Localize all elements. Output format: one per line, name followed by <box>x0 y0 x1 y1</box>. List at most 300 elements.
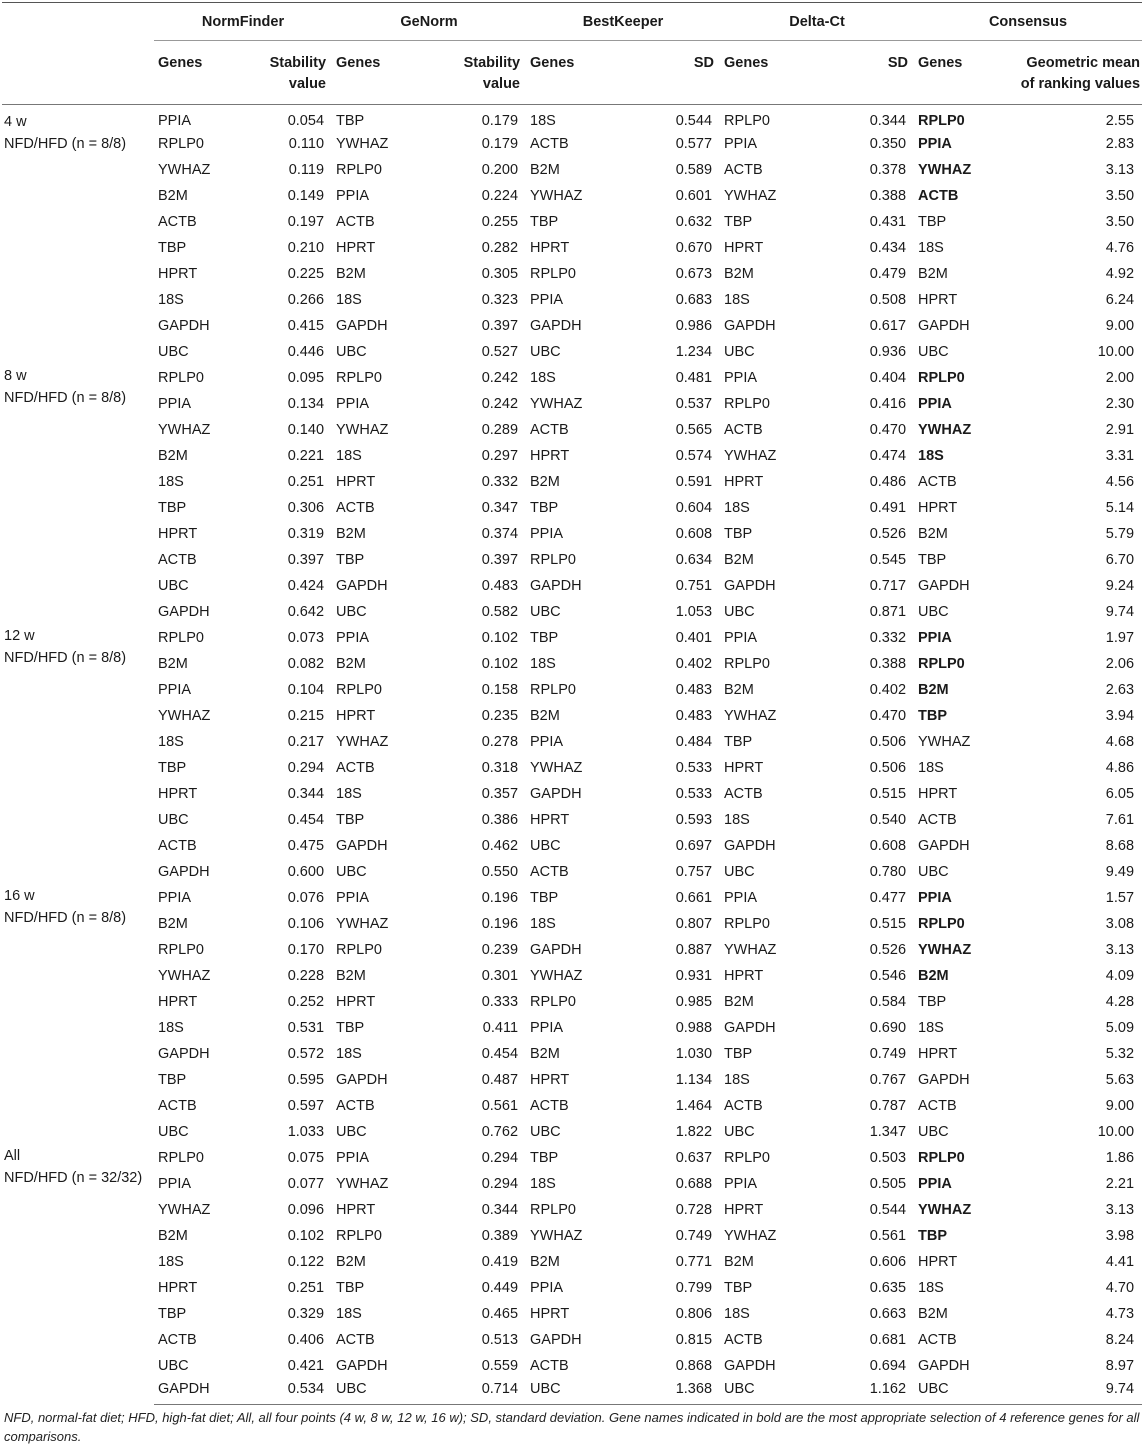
value-cell: 0.767 <box>869 1071 907 1088</box>
value-cell: 0.225 <box>287 265 325 282</box>
gene-cell: HPRT <box>724 473 764 490</box>
gene-cell: UBC <box>918 863 949 880</box>
gene-cell: RPLP0 <box>158 941 204 958</box>
table-row <box>2 911 1142 937</box>
gene-cell: GAPDH <box>918 837 970 854</box>
gene-cell: 18S <box>724 1305 750 1322</box>
value-cell: 4.76 <box>1105 239 1135 256</box>
gene-cell: PPIA <box>158 112 192 129</box>
value-cell: 0.534 <box>238 1379 332 1405</box>
gene-cell: UBC <box>158 343 189 360</box>
gene-cell: 18S <box>336 1305 362 1322</box>
gene-cell: PPIA <box>724 629 758 646</box>
value-cell: 0.561 <box>869 1227 907 1244</box>
table-row <box>2 755 1142 781</box>
table-row <box>2 573 1142 599</box>
gene-cell: B2M <box>158 655 188 672</box>
gene-cell: UBC <box>526 1379 630 1405</box>
table-row <box>2 1119 1142 1145</box>
value-cell: 0.102 <box>481 629 519 646</box>
value-cell: 4.70 <box>1105 1279 1135 1296</box>
gene-cell: GAPDH <box>530 577 582 594</box>
gene-cell: UBC <box>724 1123 755 1140</box>
value-cell: 2.83 <box>1105 135 1135 152</box>
table-row <box>2 417 1142 443</box>
table-row <box>2 469 1142 495</box>
gene-cell: 18S <box>530 1175 556 1192</box>
gene-cell: YWHAZ <box>336 915 389 932</box>
value-cell: 0.449 <box>481 1279 519 1296</box>
gene-cell: B2M <box>158 187 188 204</box>
gene-cell: RPLP0 <box>336 681 382 698</box>
table-row <box>2 1145 1142 1171</box>
table-row <box>2 703 1142 729</box>
value-cell: 0.688 <box>675 1175 713 1192</box>
gene-cell: UBC <box>918 1123 949 1140</box>
value-cell: 2.30 <box>1105 395 1135 412</box>
table-row <box>2 105 1142 131</box>
gene-cell: GAPDH <box>336 577 388 594</box>
value-cell: 0.483 <box>675 681 713 698</box>
value-cell: 0.347 <box>481 499 519 516</box>
gene-cell: YWHAZ <box>336 1175 389 1192</box>
table-row <box>2 937 1142 963</box>
gene-cell: TBP <box>336 1279 365 1296</box>
value-cell: 0.149 <box>287 187 325 204</box>
table-row <box>2 1015 1142 1041</box>
value-cell: 0.140 <box>287 421 325 438</box>
header-row-methods <box>2 3 1142 41</box>
value-cell: 1.464 <box>675 1097 713 1114</box>
gene-cell: ACTB <box>158 1097 197 1114</box>
value-cell: 0.591 <box>675 473 713 490</box>
value-cell: 0.224 <box>481 187 519 204</box>
gene-cell: GAPDH <box>724 577 776 594</box>
table-row <box>2 235 1142 261</box>
value-cell: 0.617 <box>869 317 907 334</box>
value-cell: 0.728 <box>675 1201 713 1218</box>
gene-cell: B2M <box>158 447 188 464</box>
value-cell: 0.673 <box>675 265 713 282</box>
col-header-value: Stability value <box>238 41 332 105</box>
gene-cell: ACTB <box>530 1357 569 1374</box>
value-cell: 9.00 <box>1105 317 1135 334</box>
value-cell: 0.242 <box>481 395 519 412</box>
gene-cell: B2M <box>336 967 366 984</box>
table-row <box>2 1275 1142 1301</box>
group-label <box>2 625 154 885</box>
gene-cell: TBP <box>530 889 559 906</box>
value-cell: 0.561 <box>481 1097 519 1114</box>
value-cell: 0.475 <box>287 837 325 854</box>
gene-cell: B2M <box>918 681 949 698</box>
value-cell: 0.102 <box>287 1227 325 1244</box>
value-cell: 0.255 <box>481 213 519 230</box>
value-cell: 0.333 <box>481 993 519 1010</box>
value-cell: 0.762 <box>481 1123 519 1140</box>
value-cell: 0.305 <box>481 265 519 282</box>
gene-cell: TBP <box>918 993 947 1010</box>
value-cell: 0.329 <box>287 1305 325 1322</box>
gene-cell: HPRT <box>336 707 376 724</box>
value-cell: 0.470 <box>869 421 907 438</box>
value-cell: 0.297 <box>481 447 519 464</box>
gene-cell: B2M <box>336 525 366 542</box>
gene-cell: 18S <box>918 239 944 256</box>
value-cell: 0.470 <box>869 707 907 724</box>
value-cell: 0.266 <box>287 291 325 308</box>
gene-cell: YWHAZ <box>336 733 389 750</box>
value-cell: 0.179 <box>481 135 519 152</box>
gene-cell: UBC <box>530 343 561 360</box>
gene-cell: UBC <box>530 837 561 854</box>
group-label-time: 8 w <box>4 367 27 384</box>
value-cell: 0.404 <box>869 369 907 386</box>
gene-cell: TBP <box>336 1019 365 1036</box>
value-cell: 1.57 <box>1105 889 1135 906</box>
gene-cell: RPLP0 <box>530 681 576 698</box>
reference-gene-stability-table <box>2 2 1142 1405</box>
value-cell: 0.608 <box>675 525 713 542</box>
value-cell: 0.634 <box>675 551 713 568</box>
gene-cell: PPIA <box>158 1175 192 1192</box>
value-cell: 0.228 <box>287 967 325 984</box>
value-cell: 0.690 <box>869 1019 907 1036</box>
gene-cell: UBC <box>724 343 755 360</box>
value-cell: 0.608 <box>869 837 907 854</box>
gene-cell: UBC <box>914 1379 1014 1405</box>
col-header-genes: Genes <box>154 41 238 105</box>
group-label-time: 16 w <box>4 887 35 904</box>
table-row <box>2 1301 1142 1327</box>
value-cell: 0.683 <box>675 291 713 308</box>
value-cell: 0.197 <box>287 213 325 230</box>
value-cell: 0.106 <box>287 915 325 932</box>
gene-cell: 18S <box>724 291 750 308</box>
value-cell: 3.13 <box>1105 1201 1135 1218</box>
gene-cell: GAPDH <box>158 603 210 620</box>
value-cell: 0.102 <box>481 655 519 672</box>
value-cell: 0.807 <box>675 915 713 932</box>
gene-cell: GAPDH <box>154 1379 238 1405</box>
value-cell: 4.73 <box>1105 1305 1135 1322</box>
gene-cell: HPRT <box>918 785 958 802</box>
value-cell: 0.694 <box>869 1357 907 1374</box>
value-cell: 0.073 <box>287 629 325 646</box>
gene-cell: PPIA <box>724 889 758 906</box>
table-row <box>2 781 1142 807</box>
col-header-value: SD <box>824 41 914 105</box>
value-cell: 0.780 <box>869 863 907 880</box>
value-cell: 0.868 <box>675 1357 713 1374</box>
value-cell: 0.411 <box>482 1019 519 1036</box>
gene-cell: HPRT <box>158 993 198 1010</box>
gene-cell: UBC <box>724 863 755 880</box>
table-row <box>2 547 1142 573</box>
value-cell: 3.50 <box>1105 213 1135 230</box>
group-label <box>2 1145 154 1405</box>
value-cell: 0.544 <box>675 112 713 129</box>
gene-cell: YWHAZ <box>530 967 583 984</box>
value-cell: 0.289 <box>481 421 519 438</box>
value-cell: 0.221 <box>287 447 325 464</box>
gene-cell: 18S <box>530 915 556 932</box>
value-cell: 0.601 <box>675 187 713 204</box>
gene-cell: 18S <box>724 499 750 516</box>
gene-cell: PPIA <box>336 629 370 646</box>
gene-cell: PPIA <box>918 629 952 646</box>
value-cell: 0.637 <box>675 1149 713 1166</box>
gene-cell: ACTB <box>336 759 375 776</box>
group-label-time: 12 w <box>4 627 35 644</box>
gene-cell: GAPDH <box>158 1045 210 1062</box>
gene-cell: ACTB <box>724 161 763 178</box>
col-header-value: SD <box>630 41 720 105</box>
gene-cell: TBP <box>158 499 187 516</box>
value-cell: 0.388 <box>869 655 907 672</box>
value-cell: 2.91 <box>1105 421 1135 438</box>
value-cell: 0.540 <box>869 811 907 828</box>
value-cell: 9.74 <box>1014 1379 1142 1405</box>
table-row <box>2 495 1142 521</box>
value-cell: 0.936 <box>869 343 907 360</box>
value-cell: 10.00 <box>1097 1123 1135 1140</box>
value-cell: 0.110 <box>288 135 325 152</box>
value-cell: 0.406 <box>287 1331 325 1348</box>
gene-cell: RPLP0 <box>530 993 576 1010</box>
value-cell: 0.632 <box>675 213 713 230</box>
gene-cell: HPRT <box>918 499 958 516</box>
header-blank <box>2 3 154 41</box>
gene-cell: HPRT <box>918 1045 958 1062</box>
value-cell: 0.104 <box>287 681 325 698</box>
value-cell: 0.717 <box>869 577 907 594</box>
gene-cell: HPRT <box>158 1279 198 1296</box>
gene-cell: ACTB <box>918 811 957 828</box>
value-cell: 0.282 <box>481 239 519 256</box>
value-cell: 0.402 <box>675 655 713 672</box>
value-cell: 5.79 <box>1105 525 1135 542</box>
table-row <box>2 1249 1142 1275</box>
value-cell: 4.28 <box>1105 993 1135 1010</box>
value-cell: 9.24 <box>1105 577 1135 594</box>
value-cell: 0.582 <box>481 603 519 620</box>
gene-cell: TBP <box>158 759 187 776</box>
value-cell: 0.572 <box>287 1045 325 1062</box>
value-cell: 0.278 <box>481 733 519 750</box>
gene-cell: RPLP0 <box>336 161 382 178</box>
gene-cell: GAPDH <box>918 317 970 334</box>
gene-cell: 18S <box>158 291 184 308</box>
value-cell: 0.344 <box>869 112 907 129</box>
gene-cell: TBP <box>530 213 559 230</box>
table-row <box>2 261 1142 287</box>
group-label <box>2 365 154 625</box>
gene-cell: ACTB <box>158 837 197 854</box>
col-header-genes: Genes <box>914 41 1014 105</box>
gene-cell: UBC <box>158 1123 189 1140</box>
value-cell: 1.234 <box>675 343 713 360</box>
gene-cell: HPRT <box>336 473 376 490</box>
gene-cell: GAPDH <box>530 1331 582 1348</box>
gene-cell: 18S <box>336 447 362 464</box>
value-cell: 9.74 <box>1105 603 1135 620</box>
value-cell: 3.31 <box>1105 447 1135 464</box>
value-cell: 0.077 <box>287 1175 325 1192</box>
header-row-columns <box>2 41 1142 105</box>
gene-cell: TBP <box>336 811 365 828</box>
table-row <box>2 625 1142 651</box>
col-header-value: Stability value <box>436 41 526 105</box>
value-cell: 9.00 <box>1105 1097 1135 1114</box>
gene-cell: GAPDH <box>336 837 388 854</box>
gene-cell: HPRT <box>530 447 570 464</box>
gene-cell: PPIA <box>158 395 192 412</box>
value-cell: 4.09 <box>1105 967 1135 984</box>
gene-cell: PPIA <box>918 1175 952 1192</box>
gene-cell: RPLP0 <box>530 551 576 568</box>
gene-cell: ACTB <box>918 1097 957 1114</box>
value-cell: 0.332 <box>481 473 519 490</box>
gene-cell: YWHAZ <box>724 707 777 724</box>
header-bestkeeper: BestKeeper <box>526 3 720 41</box>
gene-cell: YWHAZ <box>158 967 211 984</box>
gene-cell: UBC <box>336 1123 367 1140</box>
gene-cell: B2M <box>530 1045 560 1062</box>
gene-cell: GAPDH <box>158 863 210 880</box>
gene-cell: ACTB <box>530 1097 569 1114</box>
value-cell: 0.179 <box>481 112 519 129</box>
value-cell: 0.415 <box>287 317 325 334</box>
value-cell: 2.00 <box>1105 369 1135 386</box>
value-cell: 0.196 <box>481 889 519 906</box>
gene-cell: B2M <box>530 1253 560 1270</box>
gene-cell: ACTB <box>336 1097 375 1114</box>
value-cell: 2.06 <box>1105 655 1135 672</box>
gene-cell: HPRT <box>918 1253 958 1270</box>
value-cell: 0.454 <box>287 811 325 828</box>
value-cell: 0.545 <box>869 551 907 568</box>
value-cell: 0.465 <box>481 1305 519 1322</box>
value-cell: 0.506 <box>869 733 907 750</box>
gene-cell: PPIA <box>530 1279 564 1296</box>
table-row <box>2 1327 1142 1353</box>
table-row <box>2 287 1142 313</box>
value-cell: 0.054 <box>287 112 325 129</box>
gene-cell: TBP <box>336 112 365 129</box>
value-cell: 0.642 <box>287 603 325 620</box>
gene-cell: ACTB <box>918 473 957 490</box>
value-cell: 0.606 <box>869 1253 907 1270</box>
group-label-sample: NFD/HFD (n = 8/8) <box>4 909 127 926</box>
value-cell: 1.162 <box>824 1379 914 1405</box>
gene-cell: ACTB <box>158 551 197 568</box>
table-row <box>2 443 1142 469</box>
value-cell: 0.401 <box>675 629 713 646</box>
value-cell: 0.483 <box>481 577 519 594</box>
gene-cell: 18S <box>158 473 184 490</box>
value-cell: 0.122 <box>287 1253 325 1270</box>
value-cell: 0.294 <box>481 1149 519 1166</box>
table-body <box>2 105 1142 1405</box>
table-row <box>2 677 1142 703</box>
gene-cell: GAPDH <box>530 317 582 334</box>
value-cell: 0.294 <box>287 759 325 776</box>
value-cell: 0.513 <box>481 1331 519 1348</box>
value-cell: 0.402 <box>869 681 907 698</box>
value-cell: 5.32 <box>1105 1045 1135 1062</box>
value-cell: 1.97 <box>1105 629 1135 646</box>
gene-cell: UBC <box>530 1123 561 1140</box>
gene-cell: GAPDH <box>918 1357 970 1374</box>
gene-cell: TBP <box>158 1305 187 1322</box>
gene-cell: PPIA <box>530 291 564 308</box>
value-cell: 0.158 <box>481 681 519 698</box>
gene-cell: YWHAZ <box>336 421 389 438</box>
gene-cell: 18S <box>336 785 362 802</box>
header-delta-ct: Delta-Ct <box>720 3 914 41</box>
group-label <box>2 885 154 1145</box>
gene-cell: B2M <box>918 1305 948 1322</box>
gene-cell: RPLP0 <box>918 369 965 386</box>
value-cell: 0.537 <box>675 395 713 412</box>
value-cell: 0.075 <box>287 1149 325 1166</box>
value-cell: 0.491 <box>869 499 907 516</box>
value-cell: 1.030 <box>675 1045 713 1062</box>
gene-cell: ACTB <box>336 499 375 516</box>
value-cell: 0.550 <box>481 863 519 880</box>
gene-cell: YWHAZ <box>158 707 211 724</box>
gene-cell: B2M <box>724 551 754 568</box>
value-cell: 0.681 <box>869 1331 907 1348</box>
value-cell: 0.544 <box>869 1201 907 1218</box>
gene-cell: GAPDH <box>336 1357 388 1374</box>
gene-cell: ACTB <box>530 863 569 880</box>
value-cell: 0.757 <box>675 863 713 880</box>
value-cell: 0.486 <box>869 473 907 490</box>
gene-cell: 18S <box>724 811 750 828</box>
value-cell: 1.822 <box>675 1123 713 1140</box>
value-cell: 0.515 <box>869 915 907 932</box>
gene-cell: RPLP0 <box>158 135 204 152</box>
value-cell: 0.584 <box>869 993 907 1010</box>
value-cell: 0.251 <box>287 473 325 490</box>
group-label-time: 4 w <box>4 114 27 130</box>
gene-cell: PPIA <box>336 187 370 204</box>
col-header-genes: Genes <box>720 41 824 105</box>
gene-cell: TBP <box>724 525 753 542</box>
col-header-genes: Genes <box>526 41 630 105</box>
gene-cell: B2M <box>918 525 948 542</box>
gene-cell: HPRT <box>530 239 570 256</box>
gene-cell: UBC <box>336 343 367 360</box>
table-row <box>2 1093 1142 1119</box>
gene-cell: 18S <box>530 655 556 672</box>
gene-cell: GAPDH <box>918 1071 970 1088</box>
value-cell: 0.559 <box>481 1357 519 1374</box>
group-label-sample: NFD/HFD (n = 8/8) <box>4 136 127 152</box>
value-cell: 0.215 <box>287 707 325 724</box>
table-row <box>2 651 1142 677</box>
value-cell: 3.08 <box>1105 915 1135 932</box>
gene-cell: HPRT <box>724 239 764 256</box>
group-label-sample: NFD/HFD (n = 32/32) <box>4 1169 143 1186</box>
gene-cell: 18S <box>918 759 944 776</box>
gene-cell: B2M <box>918 265 948 282</box>
value-cell: 1.347 <box>869 1123 907 1140</box>
value-cell: 2.21 <box>1105 1175 1135 1192</box>
gene-cell: HPRT <box>158 265 198 282</box>
